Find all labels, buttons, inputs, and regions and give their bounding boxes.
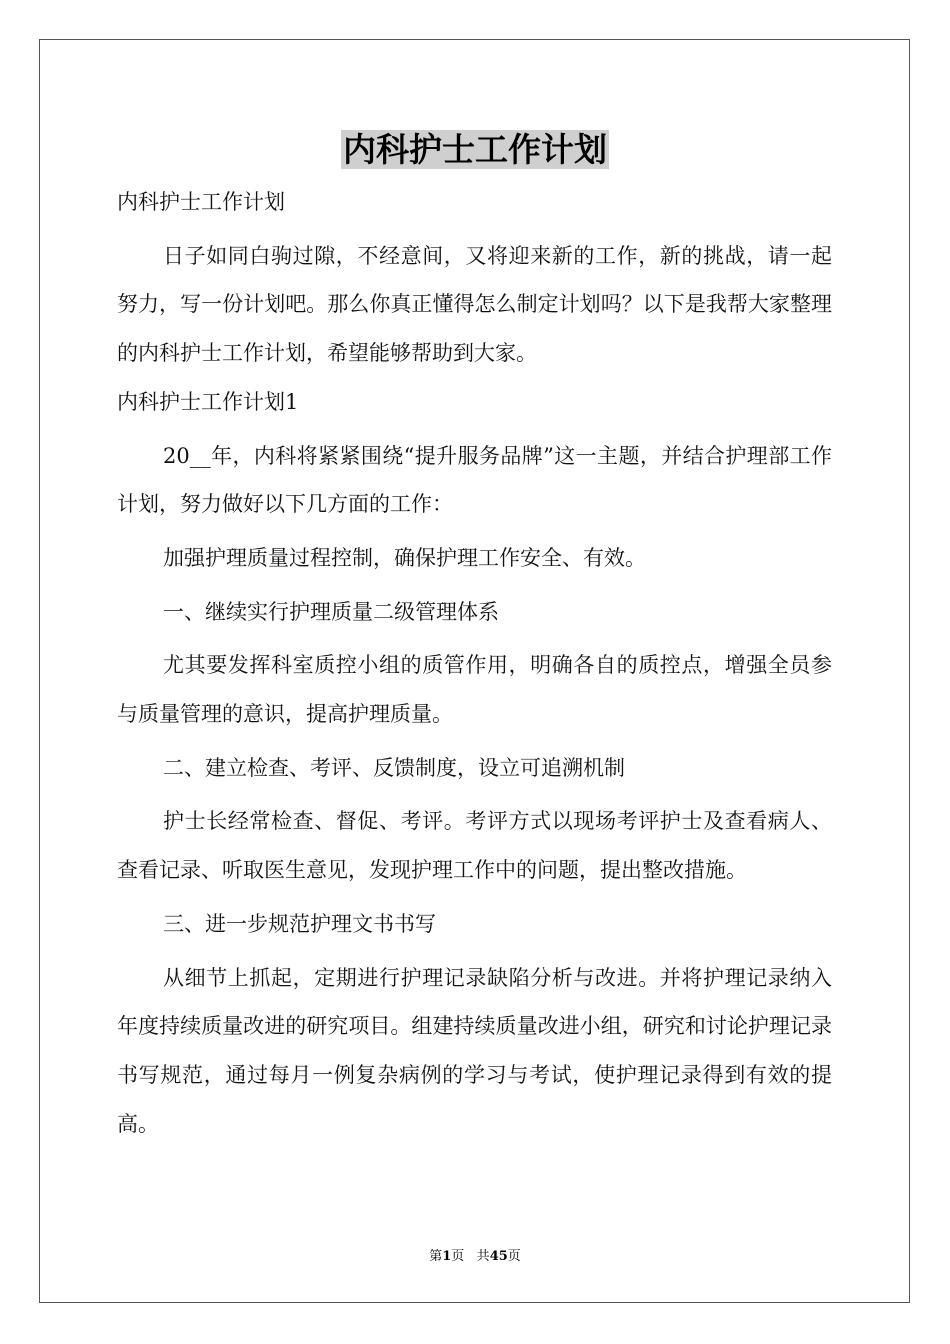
section-heading: 一、继续实行护理质量二级管理体系 — [163, 599, 499, 624]
page-suffix: 页 — [451, 1249, 465, 1264]
section-heading: 三、进一步规范护理文书书写 — [163, 911, 436, 936]
paragraph: 日子如同白驹过隙，不经意间，又将迎来新的工作，新的挑战，请一起努力，写一份计划吧。那么你真正懂得怎么制定计划吗？以下是我帮大家整理的内科护士工作计划，希望能够帮助到大家。 — [117, 243, 832, 366]
page-footer — [0, 1247, 950, 1267]
paragraph: 内科护士工作计划 — [117, 190, 285, 214]
paragraph: 20__年，内科将紧紧围绕“提升服务品牌”这一主题，并结合护理部工作计划，努力做好以下几方面的工作： — [117, 443, 832, 517]
total-suffix: 页 — [507, 1249, 521, 1264]
paragraph: 从细节上抓起，定期进行护理记录缺陷分析与改进。并将护理记录纳入年度持续质量改进的研究项目。组建持续质量改进小组，研究和讨论护理记录书写规范，通过每月一例复杂病例的学习与考试，使护理记录得到有效的提高。 — [117, 965, 832, 1136]
page-number: 1 — [442, 1249, 452, 1264]
document-title — [0, 124, 950, 176]
document-title-text: 内科护士工作计划 — [343, 130, 607, 169]
paragraph: 尤其要发挥科室质控小组的质管作用，明确各自的质控点，增强全员参与质量管理的意识，提高护理质量。 — [117, 653, 832, 727]
total-prefix: 共 — [476, 1249, 490, 1264]
document-body — [117, 178, 832, 1148]
total-pages: 45 — [489, 1249, 508, 1264]
page-prefix: 第 — [429, 1249, 443, 1264]
section-heading: 二、建立检查、考评、反馈制度，设立可追溯机制 — [163, 755, 625, 780]
paragraph: 加强护理质量过程控制，确保护理工作安全、有效。 — [163, 545, 646, 570]
paragraph: 护士长经常检查、督促、考评。考评方式以现场考评护士及查看病人、查看记录、听取医生意见，发现护理工作中的问题，提出整改措施。 — [117, 809, 832, 883]
paragraph: 内科护士工作计划1 — [117, 389, 299, 414]
